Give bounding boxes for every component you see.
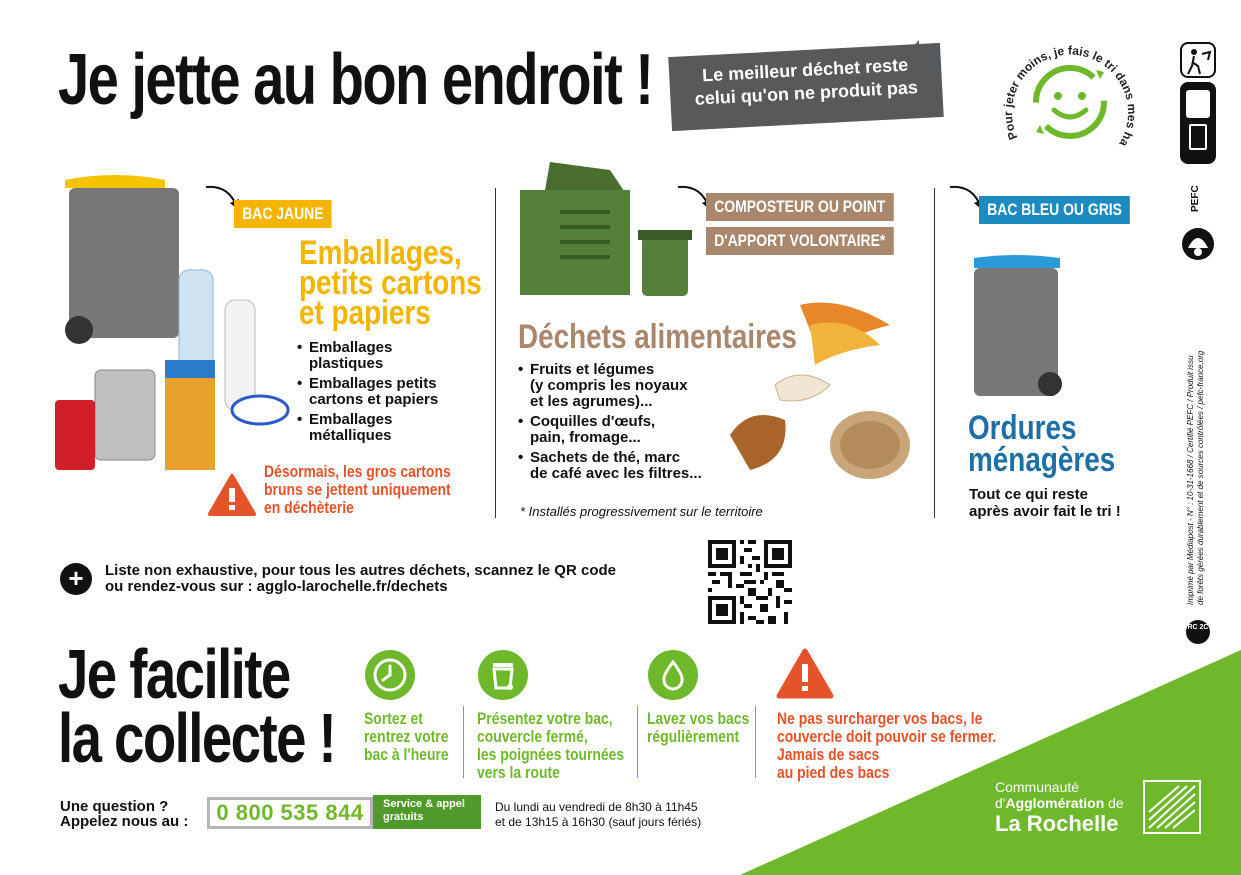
blue-heading-line-1: Ordures — [968, 409, 1077, 447]
list-item — [518, 362, 738, 410]
bin-icon — [478, 650, 528, 700]
composter-image — [520, 160, 700, 300]
compost-heading: Déchets alimentaires — [518, 318, 797, 356]
tip-text — [364, 710, 449, 764]
yellow-bin-heading — [299, 234, 482, 332]
item-line: et les agrumes)... — [530, 393, 653, 410]
contact-hours — [495, 800, 701, 830]
tag-bac-jaune: BAC JAUNE — [234, 200, 332, 228]
speech-bubble-tail — [905, 40, 919, 56]
service-line-2: gratuits — [383, 811, 424, 823]
print-note-line-2: de forêts gérées durablement et de sources contrôlées / pefc-france.org — [1196, 350, 1205, 605]
contact-question — [60, 799, 188, 829]
logo-mark-icon — [1143, 780, 1201, 839]
tip-line: au pied des bacs — [777, 763, 890, 782]
question-line-1: Une question ? — [60, 798, 169, 815]
blue-text-line-2: après avoir fait le tri ! — [969, 503, 1121, 520]
item-line: cartons et papiers — [309, 391, 439, 408]
yellow-heading-line-1: Emballages, — [299, 234, 462, 272]
logo-line-1: Communauté — [995, 779, 1080, 795]
item-line: plastiques — [309, 355, 384, 372]
collecte-title-line-2: la collecte ! — [58, 699, 336, 777]
service-badge — [373, 795, 481, 829]
tip-line: couvercle fermé, — [477, 727, 588, 746]
tip-line: Ne pas surcharger vos bacs, le — [777, 709, 983, 728]
tip-line: rentrez votre — [364, 727, 449, 746]
list-item — [518, 450, 738, 482]
tip-divider — [755, 706, 756, 778]
badge-text: Pour jeter moins, je fais le tri dans mes ha — [1000, 43, 1140, 149]
speech-bubble — [668, 43, 944, 131]
list-item — [297, 340, 487, 372]
item-line: Sachets de thé, marc — [530, 449, 681, 466]
page-title: Je jette au bon endroit ! — [58, 40, 653, 120]
yellow-bin-list — [297, 340, 487, 448]
info-line-2: ou rendez-vous sur : agglo-larochelle.fr/dechets — [105, 578, 448, 595]
paper-icon — [1186, 90, 1210, 118]
yellow-heading-line-2: petits cartons — [299, 264, 482, 302]
list-item — [297, 376, 487, 408]
tip-divider — [463, 706, 464, 778]
tip-line: Jamais de sacs — [777, 745, 880, 764]
logo-line-2 — [995, 795, 1124, 811]
rc-badge: RC 2C — [1186, 620, 1210, 644]
tip-line: Lavez vos bacs — [647, 709, 750, 728]
warning-line-1: Désormais, les gros cartons — [264, 462, 451, 481]
item-line: Emballages — [309, 339, 393, 356]
blue-bin-heading — [968, 409, 1116, 479]
tip-line: couvercle doit pouvoir se fermer. — [777, 727, 997, 746]
speech-line-1: Le meilleur déchet reste — [701, 54, 909, 86]
tag-composteur-line-1: COMPOSTEUR OU POINT — [706, 193, 894, 221]
tag-composteur-line-2: D'APPORT VOLONTAIRE* — [706, 227, 894, 255]
info-line-1: Liste non exhaustive, pour tous les autres déchets, scannez le QR code — [105, 562, 616, 579]
bin-icon — [1189, 124, 1207, 150]
yellow-bin-warning — [264, 463, 451, 517]
item-line: pain, fromage... — [530, 429, 641, 446]
blue-bin-text — [969, 486, 1121, 520]
compost-footnote: * Installés progressivement sur le territoire — [520, 504, 763, 519]
warning-line-2: bruns se jettent uniquement — [264, 480, 451, 499]
compost-list — [518, 362, 738, 486]
food-waste-image — [730, 295, 910, 500]
item-line: de café avec les filtres... — [530, 465, 702, 482]
water-drop-icon — [648, 650, 698, 700]
recycle-person-icon — [1180, 42, 1216, 78]
paper-bin-icon — [1180, 82, 1216, 164]
plus-icon: + — [60, 563, 92, 595]
print-note — [1186, 351, 1206, 605]
question-line-2: Appelez nous au : — [60, 813, 189, 830]
phone-box[interactable] — [207, 797, 373, 829]
item-line: Coquilles d'œufs, — [530, 413, 656, 430]
info-text — [105, 563, 616, 595]
service-line-1: Service & appel — [383, 798, 465, 810]
tip-divider — [637, 706, 638, 778]
list-item — [297, 412, 487, 444]
tip-line: bac à l'heure — [364, 745, 449, 764]
tip-line: vers la route — [477, 763, 560, 782]
smiley-recycle-icon — [1000, 30, 1140, 170]
svg-text:Pour jeter moins, je fais le t — [1000, 30, 1139, 149]
item-line: métalliques — [309, 427, 392, 444]
warning-line-3: en déchèterie — [264, 498, 354, 517]
warning-icon — [208, 474, 256, 523]
yellow-heading-line-3: et papiers — [299, 294, 431, 332]
phone-number[interactable]: 0 800 535 844 — [216, 800, 364, 825]
item-line: Emballages — [309, 411, 393, 428]
hours-line-1: Du lundi au vendredi de 8h30 à 11h45 — [495, 800, 698, 814]
speech-line-2: celui qu'on ne produit pas — [694, 77, 919, 109]
logo-line-3: La Rochelle — [995, 811, 1119, 836]
tip-text — [647, 710, 749, 746]
tag-bac-bleu: BAC BLEU OU GRIS — [979, 196, 1130, 224]
print-note-line-1: Imprimé par Médiapost - N° : 10-31-1668 / Certifié PEFC / Produit issu — [1186, 355, 1195, 605]
logo-part: Agglomération — [1005, 795, 1105, 811]
logo-part: de — [1104, 795, 1124, 811]
blue-bin-image — [966, 252, 1066, 402]
list-item — [518, 414, 738, 446]
tip-line: régulièrement — [647, 727, 740, 746]
collecte-title — [58, 635, 336, 777]
item-line: (y compris les noyaux — [530, 377, 688, 394]
warning-icon — [776, 648, 834, 705]
qr-code[interactable] — [708, 540, 792, 624]
tip-line: Sortez et — [364, 709, 423, 728]
item-line: Emballages petits — [309, 375, 437, 392]
tip-text — [477, 710, 624, 782]
collecte-title-line-1: Je facilite — [58, 635, 290, 713]
tip-line: les poignées tournées — [477, 745, 625, 764]
pefc-label: PEFC — [1190, 185, 1201, 212]
item-line: Fruits et légumes — [530, 361, 655, 378]
column-divider — [934, 188, 935, 518]
hours-line-2: et de 13h15 à 16h30 (sauf jours fériés) — [495, 815, 702, 829]
blue-heading-line-2: ménagères — [968, 441, 1116, 479]
column-divider — [495, 188, 496, 518]
clock-icon — [365, 650, 415, 700]
agglo-logo — [995, 779, 1124, 837]
pefc-logo-icon — [1180, 222, 1216, 269]
blue-text-line-1: Tout ce qui reste — [969, 486, 1088, 503]
eco-badge — [1000, 30, 1140, 170]
tip-text — [777, 710, 996, 782]
tip-line: Présentez votre bac, — [477, 709, 613, 728]
logo-part: d' — [995, 795, 1006, 811]
